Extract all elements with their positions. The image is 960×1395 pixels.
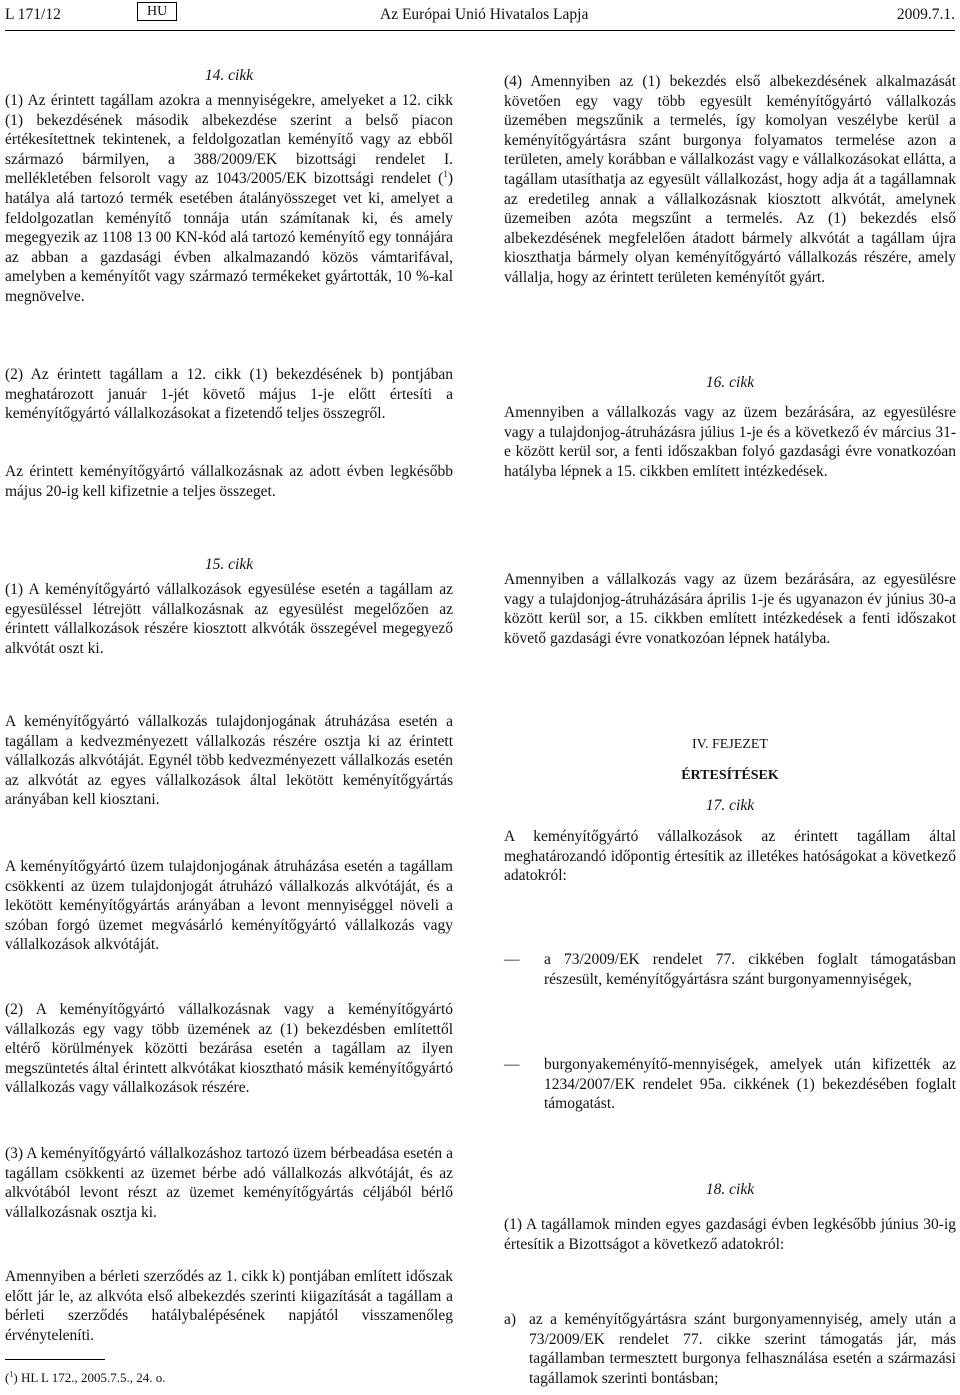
article-18-heading: 18. cikk (705, 1181, 755, 1198)
article-15-paragraph-4: (2) A keményítőgyártó vállalkozásnak vagy a keményítőgyártó vállalkozás egy vagy több üzemének az (1) bekezdésben említettől eltérő körülmények közötti bezárása esetén a tagállam az ilyen megszüntetés által érintett alkvótákat kiosztható másik keményítőgyártó vállalkozás vagy vállalkozások részére. (5, 1001, 453, 1097)
article-15-paragraph-6: Amennyiben a bérleti szerződés az 1. cikk k) pontjában említett időszak előtt jár le, az alkvóta első albekezdés szerinti kiigazítását a tagállam a bérleti szerződés hatálybalépésének napjától visszamenőleg érvényteleníti. (5, 1268, 453, 1344)
article-14-paragraph-2: (2) Az érintett tagállam a 12. cikk (1) bekezdésének b) pontjában meghatározott január 1-jét követő május 1-je előtt értesíti a keményítőgyártó vállalkozásokat a fizetendő teljes összegről. (5, 366, 453, 423)
dash-marker: — (504, 951, 520, 968)
footnote-mark: 1 (9, 1369, 14, 1379)
page-header (5, 0, 955, 31)
article-17-paragraph-1: A keményítőgyártó vállalkozások az érintett tagállam által meghatározandó időpontig értesítik az illetékes hatóságokat a következő adatokról: (504, 828, 956, 885)
article-18-paragraph-1: (1) A tagállamok minden egyes gazdasági évben legkésőbb június 30-ig értesítik a Bizottságot a következő adatokról: (504, 1216, 956, 1253)
dash-marker: — (504, 1056, 520, 1073)
issue-date: 2009.7.1. (896, 6, 955, 23)
footnote-text: HL L 172., 2005.7.5., 24. o. (17, 1370, 166, 1385)
article-15-paragraph-5: (3) A keményítőgyártó vállalkozáshoz tartozó üzem bérbeadása esetén a tagállam csökkenti az üzemet bérbe adó vállalkozás alkvótáját, és az alkvótából levont részt az üzemet keményítőgyártás céljából bérlő vállalkozásnak osztja ki. (5, 1145, 453, 1221)
article-15-paragraph-1: (1) A keményítőgyártó vállalkozások egyesülése esetén a tagállam az egyesüléssel létrejött vállalkozásnak az egyesülést megelőzően az érintett vállalkozások részére kiosztott alkvóták összegével megegyező alkvótát oszt ki. (5, 581, 453, 657)
article-14-heading: 14. cikk (204, 67, 254, 84)
footnote-reference[interactable]: 1 (443, 169, 448, 180)
footnote: ($^1$) HL L 172., 2005.7.5., 24. o. (5, 1369, 166, 1385)
article-15-paragraph-2: A keményítőgyártó vállalkozás tulajdonjogának átruházása esetén a tagállam a kedvezményezett vállalkozás részére osztja ki az érintett vállalkozás alkvótáját. Egynél több kedvezményezett vállalkozás esetén az alkvótát az egyes vállalkozások által lekötött keményítőgyártás arányában kell kiosztani. (5, 713, 453, 809)
item-text: az a keményítőgyártásra szánt burgonyamennyiség, amely után a 73/2009/EK rendelet 77. cikke szerint támogatás jár, más tagállamban termesztett burgonya felhasználása esetén a származási tagállamok szerinti bontásban; (529, 1311, 956, 1387)
item-marker: a) (504, 1311, 517, 1328)
article-16-heading: 16. cikk (705, 374, 755, 391)
article-14-paragraph-1: (1) Az érintett tagállam azokra a mennyiségekre, amelyeket a 12. cikk (1) bekezdésének második albekezdése szerint a belső piacon értékesítettnek tekintenek, a feldolgozatlan keményítő vagy az ebből származó bármilyen, a 388/2009/EK bizottsági rendelet I. mellékletében felsorolt vagy az 1043/2005/EK bizottsági rendelet ($^1$) hatálya alá tartozó termék esetében átalányösszeget vet ki, amelyet a feldolgozatlan keményítő tonnája után számítanak ki, és amely megegyezik az 1108 13 00 KN-kód alá tartozó keményítő egy tonnájára az abban a gazdasági évben alkalmazandó közös vámtarifával, amelyben a keményítőt vagy származó termékeket gyártották, 10 %-kal megnövelve. (5, 92, 453, 305)
language-badge: HU (137, 2, 177, 21)
article-18-item-a (504, 1310, 956, 1388)
page-number: L 171/12 (5, 6, 61, 23)
dash-text: a 73/2009/EK rendelet 77. cikkében foglalt támogatásban részesült, keményítőgyártásra szánt burgonyamennyiségek, (544, 951, 956, 988)
article-17-dash-item-2 (504, 1055, 956, 1114)
chapter-title: ÉRTESÍTÉSEK (681, 768, 779, 783)
article-15-paragraph-3: A keményítőgyártó üzem tulajdonjogának átruházása esetén a tagállam csökkenti az üzem tulajdonjogát átruházó vállalkozás alkvótáját, és a lekötött keményítőgyártás arányában a levont mennyiséggel növeli a szóban forgó üzemet megvásárló keményítőgyártó vállalkozás vagy vállalkozások alkvótáját. (5, 858, 453, 954)
article-15-heading: 15. cikk (204, 556, 254, 573)
dash-text: burgonyakeményítő-mennyiségek, amelyek után kifizették az 1234/2007/EK rendelet 95a. cikkének (1) bekezdésében foglalt támogatást. (544, 1056, 956, 1113)
chapter-label: IV. FEJEZET (692, 737, 768, 752)
article-17-dash-item-1 (504, 950, 956, 989)
article-16-paragraph-2: Amennyiben a vállalkozás vagy az üzem bezárására, az egyesülésre vagy a tulajdonjog-átruházására április 1-je és ugyanazon év június 30-a között kerül sor, a 15. cikkben említett intézkedések a fenti időszakot követő gazdasági évre vonatkozóan lépnek hatályba. (504, 571, 956, 647)
footnote-separator (5, 1359, 105, 1360)
article-14-paragraph-3: Az érintett keményítőgyártó vállalkozásnak az adott évben legkésőbb május 20-ig kell kifizetnie a teljes összeget. (5, 463, 453, 500)
article-17-heading: 17. cikk (705, 797, 755, 814)
article-15-paragraph-4-right: (4) Amennyiben az (1) bekezdés első albekezdésének alkalmazását követően egy vagy több egyesült keményítőgyártó vállalkozás üzemében megszűnik a termelés, így komolyan veszélybe kerül a keményítőgyártásra szánt burgonya folyamatos termelése azon a területen, amely korábban e vállalkozást vagy e vállalkozásokat ellátta, a tagállam utasíthatja az egyesült vállalkozást, hogy adja át a tagállamnak az eredetileg annak a vállalkozásnak kiosztott alkvótát, amelynek üzemeiben azóta megszűnt a termelés. Az (1) bekezdés első albekezdésének megfelelően átadott bármely alkvótát a tagállam újra kioszthatja bármely olyan keményítőgyártó vállalkozás részére, amely vállalja, hogy az érintett területen keményítőt gyárt. (504, 73, 956, 286)
article-16-paragraph-1: Amennyiben a vállalkozás vagy az üzem bezárására, az egyesülésre vagy a tulajdonjog-átruházásra július 1-je és a következő év március 31-e között kerül sor, a fenti időszakban folyó gazdasági évre vonatkozóan hatályba lépnek a 15. cikkben említett intézkedések. (504, 404, 956, 480)
journal-title: Az Európai Unió Hivatalos Lapja (380, 6, 589, 23)
